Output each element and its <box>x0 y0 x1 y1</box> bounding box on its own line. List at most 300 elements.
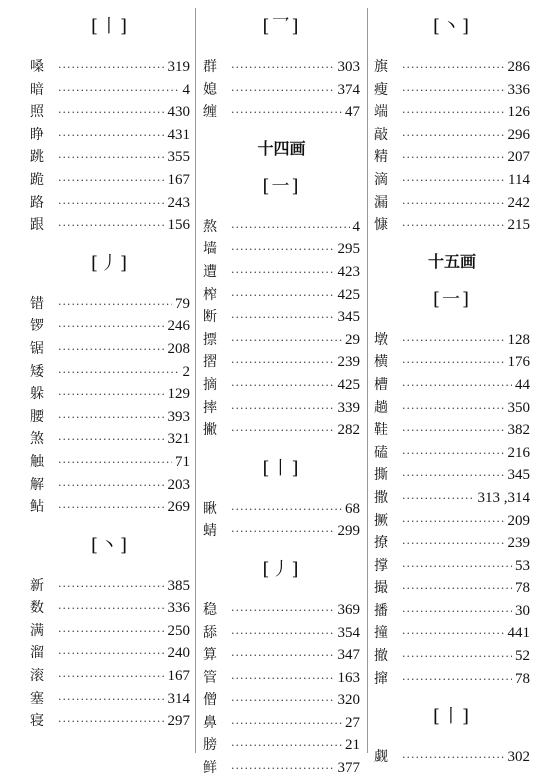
index-entry <box>203 261 360 284</box>
entry-character: 撤 <box>374 648 388 665</box>
entry-page-number: 336 <box>507 81 530 98</box>
entry-character: 撅 <box>374 512 388 529</box>
entry-character: 触 <box>30 453 44 470</box>
dot-leader <box>402 125 505 148</box>
entry-character: 睁 <box>30 126 44 143</box>
dot-leader <box>231 352 335 375</box>
entry-character: 错 <box>30 295 44 312</box>
index-entry <box>374 622 530 645</box>
dot-leader <box>58 125 165 148</box>
index-entry <box>30 597 190 620</box>
index-entry <box>203 101 360 124</box>
index-entry <box>203 351 360 374</box>
dot-leader <box>58 598 165 621</box>
index-entry <box>30 496 190 519</box>
dot-leader <box>58 294 172 317</box>
entry-page-number: 354 <box>337 624 360 641</box>
index-entry <box>30 101 190 124</box>
index-column-1 <box>30 0 190 733</box>
entry-character: 慷 <box>374 217 388 234</box>
dot-leader <box>402 578 512 601</box>
entry-page-number: 29 <box>345 331 360 348</box>
dot-leader <box>231 600 335 623</box>
index-entry <box>203 238 360 261</box>
entry-character: 槽 <box>374 376 388 393</box>
dot-leader <box>231 217 350 240</box>
entry-character: 趟 <box>374 399 388 416</box>
entry-character: 满 <box>30 622 44 639</box>
entry-character: 矮 <box>30 363 44 380</box>
entry-page-number: 4 <box>352 218 360 235</box>
entry-page-number: 319 <box>167 59 190 75</box>
dot-leader <box>231 57 335 80</box>
dot-leader <box>231 758 335 781</box>
entry-character: 鲜 <box>203 760 217 777</box>
index-entry <box>374 56 530 79</box>
stroke-count-title: 十四画 <box>257 138 306 158</box>
entry-page-number: 114 <box>508 171 530 188</box>
entry-character: 数 <box>30 600 44 617</box>
entry-character: 瞅 <box>203 500 217 517</box>
entry-page-number: 215 <box>507 217 530 234</box>
dot-leader <box>58 316 165 339</box>
entry-page-number: 242 <box>507 194 530 211</box>
index-entry <box>30 451 190 474</box>
dot-leader <box>231 645 335 668</box>
dot-leader <box>58 339 165 362</box>
entry-page-number: 240 <box>167 645 190 662</box>
dot-leader <box>58 576 165 599</box>
entry-page-number: 4 <box>182 81 190 98</box>
entry-character: 僧 <box>203 692 217 709</box>
entry-character: 敲 <box>374 126 388 143</box>
dot-leader <box>58 429 165 452</box>
dot-leader <box>402 747 505 770</box>
index-entry <box>203 689 360 712</box>
dot-leader <box>58 407 165 430</box>
entry-character: 嗓 <box>30 59 44 75</box>
entry-page-number: 382 <box>507 422 530 439</box>
index-entry <box>203 667 360 690</box>
entry-page-number: 393 <box>167 408 190 425</box>
index-entry <box>374 487 530 510</box>
dot-leader <box>402 533 505 556</box>
index-entry <box>374 442 530 465</box>
dot-leader <box>231 375 335 398</box>
index-entry <box>203 757 360 780</box>
entry-page-number: 425 <box>337 286 360 303</box>
index-entry <box>203 644 360 667</box>
dot-leader <box>231 623 335 646</box>
dot-leader <box>58 102 165 125</box>
entry-character: 熬 <box>203 218 217 235</box>
entry-page-number: 269 <box>167 499 190 516</box>
dot-leader <box>231 735 342 758</box>
index-entry <box>30 383 190 406</box>
entry-page-number: 295 <box>337 241 360 258</box>
radical-stroke-header: [丶] <box>432 16 472 37</box>
dot-leader <box>58 80 180 103</box>
dot-leader <box>58 666 165 689</box>
index-entry <box>203 622 360 645</box>
entry-character: 端 <box>374 104 388 121</box>
index-entry <box>374 397 530 420</box>
entry-page-number: 441 <box>507 625 530 642</box>
index-entry <box>374 79 530 102</box>
entry-page-number: 369 <box>337 601 360 618</box>
dot-leader <box>402 375 512 398</box>
entry-character: 榨 <box>203 286 217 303</box>
entry-character: 锯 <box>30 340 44 357</box>
entry-page-number: 167 <box>167 668 190 685</box>
entry-page-number: 78 <box>515 670 530 687</box>
dot-leader <box>58 170 165 193</box>
entry-character: 摘 <box>203 376 217 393</box>
index-entry <box>30 361 190 384</box>
entry-character: 锣 <box>30 318 44 335</box>
radical-stroke-header: [一] <box>262 175 301 197</box>
column-divider-1 <box>195 8 196 753</box>
entry-character: 躲 <box>30 386 44 403</box>
entry-page-number: 126 <box>507 104 530 121</box>
entry-character: 新 <box>30 577 44 594</box>
dot-leader <box>231 239 335 262</box>
index-entry <box>30 474 190 497</box>
index-entry <box>30 710 190 733</box>
entry-character: 滚 <box>30 668 44 685</box>
dot-leader <box>231 330 342 353</box>
dot-leader <box>231 398 335 421</box>
entry-character: 横 <box>374 354 388 371</box>
index-entry <box>374 351 530 374</box>
dot-leader <box>402 623 505 646</box>
dot-leader <box>402 80 505 103</box>
entry-page-number: 339 <box>337 399 360 416</box>
dot-leader <box>402 215 505 238</box>
index-entry <box>374 124 530 147</box>
entry-character: 舔 <box>203 624 217 641</box>
entry-character: 寝 <box>30 713 44 730</box>
entry-page-number: 377 <box>337 760 360 777</box>
entry-page-number: 302 <box>507 749 530 766</box>
entry-page-number: 239 <box>507 535 530 552</box>
dot-leader <box>58 147 165 170</box>
entry-page-number: 345 <box>507 467 530 484</box>
entry-character: 鲇 <box>30 499 44 516</box>
index-entry <box>374 329 530 352</box>
entry-character: 鞋 <box>374 422 388 439</box>
entry-page-number: 299 <box>337 523 360 540</box>
index-entry <box>374 577 530 600</box>
dot-leader <box>231 80 335 103</box>
index-entry <box>203 306 360 329</box>
entry-page-number: 313 ,314 <box>477 489 530 506</box>
entry-character: 撩 <box>374 535 388 552</box>
entry-character: 遭 <box>203 263 217 280</box>
entry-character: 撇 <box>203 422 217 439</box>
entry-page-number: 243 <box>167 194 190 211</box>
index-entry <box>374 510 530 533</box>
index-entry <box>374 532 530 555</box>
dot-leader <box>231 713 342 736</box>
entry-character: 摺 <box>203 354 217 371</box>
entry-page-number: 425 <box>337 376 360 393</box>
entry-character: 暗 <box>30 81 44 98</box>
index-entry <box>374 419 530 442</box>
entry-page-number: 27 <box>345 714 360 731</box>
entry-page-number: 207 <box>507 149 530 166</box>
index-entry <box>30 79 190 102</box>
entry-page-number: 208 <box>167 340 190 357</box>
index-entry <box>30 338 190 361</box>
radical-stroke-header: [丿] <box>262 558 301 580</box>
entry-page-number: 52 <box>515 648 530 665</box>
entry-character: 溜 <box>30 645 44 662</box>
dot-leader <box>58 384 165 407</box>
entry-page-number: 129 <box>167 386 190 403</box>
entry-page-number: 79 <box>175 295 190 312</box>
entry-page-number: 296 <box>507 126 530 143</box>
dot-leader <box>231 102 342 125</box>
dot-leader <box>402 352 505 375</box>
index-entry <box>203 284 360 307</box>
entry-character: 撺 <box>374 670 388 687</box>
dot-leader <box>402 465 505 488</box>
dot-leader <box>402 102 505 125</box>
entry-page-number: 347 <box>337 647 360 664</box>
entry-page-number: 156 <box>167 217 190 234</box>
entry-page-number: 239 <box>337 354 360 371</box>
entry-page-number: 216 <box>507 444 530 461</box>
entry-page-number: 385 <box>167 577 190 594</box>
index-entry <box>30 428 190 451</box>
entry-page-number: 297 <box>167 713 190 730</box>
index-entry <box>374 101 530 124</box>
entry-page-number: 250 <box>167 622 190 639</box>
dot-leader <box>58 475 165 498</box>
index-entry <box>203 734 360 757</box>
index-entry <box>374 555 530 578</box>
entry-character: 撒 <box>374 489 388 506</box>
entry-page-number: 246 <box>167 318 190 335</box>
index-entry <box>374 668 530 691</box>
index-entry <box>203 374 360 397</box>
entry-page-number: 78 <box>515 580 530 597</box>
dot-leader <box>58 621 165 644</box>
radical-stroke-header: [丨] <box>262 457 301 479</box>
entry-page-number: 176 <box>507 354 530 371</box>
entry-page-number: 431 <box>167 126 190 143</box>
entry-character: 蜻 <box>203 523 217 540</box>
index-entry <box>374 146 530 169</box>
dot-leader <box>402 398 505 421</box>
index-entry <box>203 79 360 102</box>
entry-character: 稳 <box>203 601 217 618</box>
entry-page-number: 321 <box>167 431 190 448</box>
entry-page-number: 44 <box>515 376 530 393</box>
index-entry <box>30 293 190 316</box>
entry-character: 播 <box>374 602 388 619</box>
index-entry <box>374 374 530 397</box>
entry-character: 管 <box>203 669 217 686</box>
index-entry <box>30 124 190 147</box>
entry-page-number: 68 <box>345 500 360 517</box>
entry-character: 照 <box>30 104 44 121</box>
dot-leader <box>231 307 335 330</box>
entry-character: 断 <box>203 309 217 326</box>
dot-leader <box>231 420 335 443</box>
entry-page-number: 314 <box>167 690 190 707</box>
entry-page-number: 303 <box>337 59 360 75</box>
entry-character: 缠 <box>203 104 217 121</box>
dot-leader <box>402 420 505 443</box>
entry-page-number: 21 <box>345 737 360 754</box>
dot-leader <box>402 601 512 624</box>
entry-page-number: 209 <box>507 512 530 529</box>
radical-stroke-header: [乛] <box>262 16 301 37</box>
entry-character: 撑 <box>374 557 388 574</box>
dot-leader <box>231 499 342 522</box>
entry-page-number: 203 <box>167 476 190 493</box>
entry-page-number: 355 <box>167 149 190 166</box>
entry-character: 漏 <box>374 194 388 211</box>
entry-page-number: 423 <box>337 263 360 280</box>
index-entry <box>30 665 190 688</box>
radical-stroke-header: [丶] <box>90 534 130 556</box>
index-entry <box>374 169 530 192</box>
index-entry <box>374 600 530 623</box>
entry-character: 跪 <box>30 171 44 188</box>
index-entry <box>374 746 530 769</box>
column-divider-2 <box>367 8 368 753</box>
index-entry <box>30 406 190 429</box>
entry-page-number: 282 <box>337 422 360 439</box>
dot-leader <box>58 215 165 238</box>
index-entry <box>203 56 360 79</box>
radical-stroke-header: [丨] <box>432 706 472 728</box>
dot-leader <box>58 193 165 216</box>
entry-character: 撕 <box>374 467 388 484</box>
index-entry <box>30 688 190 711</box>
index-entry <box>203 599 360 622</box>
entry-page-number: 71 <box>175 453 190 470</box>
index-entry <box>30 192 190 215</box>
index-entry <box>30 56 190 79</box>
entry-character: 摔 <box>203 399 217 416</box>
dot-leader <box>402 488 475 511</box>
entry-character: 摽 <box>203 331 217 348</box>
index-entry <box>203 419 360 442</box>
entry-character: 撞 <box>374 625 388 642</box>
entry-page-number: 320 <box>337 692 360 709</box>
index-entry <box>203 498 360 521</box>
entry-page-number: 47 <box>345 104 360 121</box>
entry-character: 精 <box>374 149 388 166</box>
entry-character: 跳 <box>30 149 44 166</box>
index-column-3 <box>374 0 530 769</box>
dot-leader <box>231 285 335 308</box>
entry-character: 撮 <box>374 580 388 597</box>
dot-leader <box>402 646 512 669</box>
index-entry <box>374 464 530 487</box>
dot-leader <box>58 711 165 734</box>
dot-leader <box>231 690 335 713</box>
dot-leader <box>402 170 505 193</box>
entry-character: 旗 <box>374 59 388 75</box>
radical-stroke-header: [丨] <box>90 16 130 37</box>
dot-leader <box>402 330 505 353</box>
entry-page-number: 286 <box>507 59 530 75</box>
entry-character: 磕 <box>374 444 388 461</box>
entry-character: 煞 <box>30 431 44 448</box>
dot-leader <box>58 689 165 712</box>
entry-character: 算 <box>203 647 217 664</box>
index-entry <box>203 712 360 735</box>
index-entry <box>374 214 530 237</box>
entry-character: 觑 <box>374 749 388 766</box>
entry-character: 墩 <box>374 331 388 348</box>
entry-character: 群 <box>203 59 217 75</box>
entry-page-number: 345 <box>337 309 360 326</box>
dot-leader <box>402 511 505 534</box>
index-entry <box>30 575 190 598</box>
index-entry <box>30 315 190 338</box>
entry-page-number: 350 <box>507 399 530 416</box>
index-entry <box>203 329 360 352</box>
entry-page-number: 30 <box>515 602 530 619</box>
index-entry <box>203 520 360 543</box>
entry-page-number: 430 <box>167 104 190 121</box>
entry-character: 墙 <box>203 241 217 258</box>
index-entry <box>30 214 190 237</box>
index-entry <box>30 620 190 643</box>
entry-character: 滴 <box>374 171 388 188</box>
dot-leader <box>402 147 505 170</box>
index-entry <box>374 645 530 668</box>
dot-leader <box>231 521 335 544</box>
dot-leader <box>402 669 512 692</box>
dot-leader <box>402 556 512 579</box>
entry-page-number: 374 <box>337 81 360 98</box>
entry-page-number: 167 <box>167 171 190 188</box>
entry-page-number: 53 <box>515 557 530 574</box>
dot-leader <box>402 443 505 466</box>
entry-character: 跟 <box>30 217 44 234</box>
entry-character: 路 <box>30 194 44 211</box>
index-column-2 <box>203 0 360 780</box>
radical-stroke-header: [丿] <box>90 252 130 274</box>
entry-page-number: 2 <box>182 363 190 380</box>
dot-leader <box>58 57 165 80</box>
entry-character: 瘦 <box>374 81 388 98</box>
index-entry <box>30 146 190 169</box>
index-entry <box>374 192 530 215</box>
index-entry <box>203 216 360 239</box>
entry-page-number: 128 <box>507 331 530 348</box>
stroke-count-title: 十五画 <box>427 251 476 271</box>
entry-character: 膀 <box>203 737 217 754</box>
entry-character: 塞 <box>30 690 44 707</box>
index-entry <box>30 642 190 665</box>
dot-leader <box>402 57 505 80</box>
dot-leader <box>58 452 172 475</box>
entry-character: 媳 <box>203 81 217 98</box>
index-entry <box>203 397 360 420</box>
index-entry <box>30 169 190 192</box>
dot-leader <box>402 193 505 216</box>
entry-character: 腰 <box>30 408 44 425</box>
dot-leader <box>231 262 335 285</box>
